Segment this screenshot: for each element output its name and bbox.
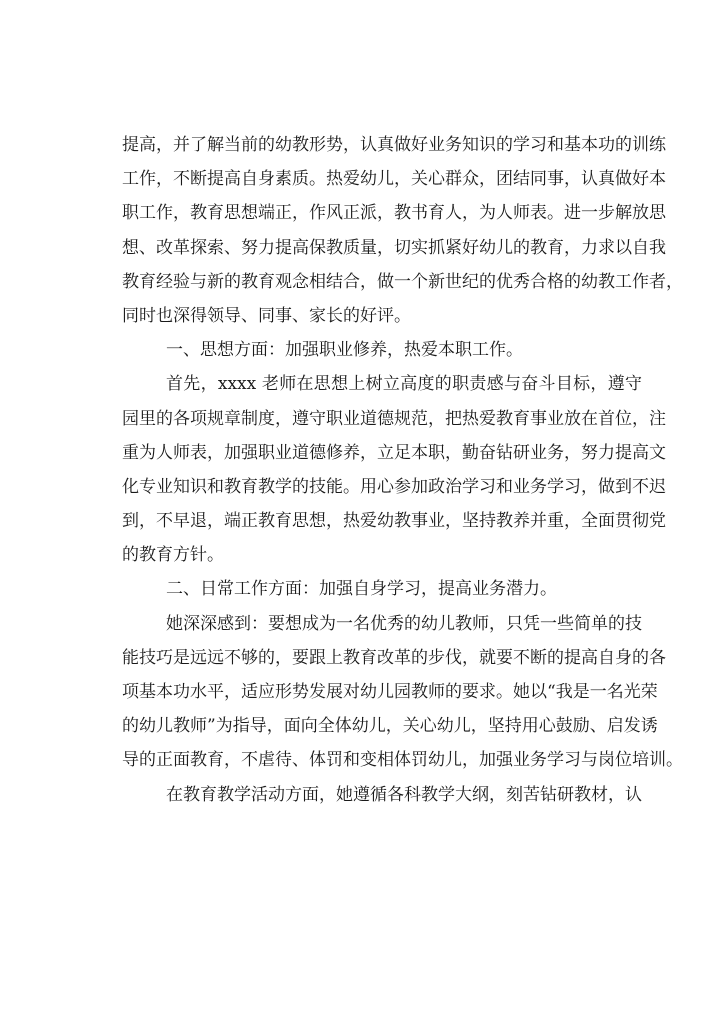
section-heading-1: 一、思想方面：加强职业修养，热爱本职工作。: [166, 340, 523, 361]
text-line: 职工作，教育思想端正，作风正派，教书育人，为人师表。进一步解放思: [122, 203, 666, 224]
text-line: 提高，并了解当前的幼教形势，认真做好业务知识的学习和基本功的训练: [122, 135, 666, 155]
text-line: 同时也深得领导、同事、家长的好评。: [122, 305, 411, 326]
text-line: 项基本功水平，适应形势发展对幼儿园教师的要求。她以“我是一名光荣: [122, 682, 658, 702]
text-line: 化专业知识和教育教学的技能。用心参加政治学习和业务学习，做到不迟: [122, 476, 666, 497]
section-heading-2: 二、日常工作方面：加强自身学习，提高业务潜力。: [166, 579, 557, 600]
text-line: 重为人师表，加强职业道德修养，立足本职，勤奋钻研业务，努力提高文: [122, 442, 666, 463]
text-line: 的幼儿教师”为指导，面向全体幼儿，关心幼儿，坚持用心鼓励、启发诱: [122, 716, 658, 737]
text-line: 到，不早退，端正教育思想，热爱幼教事业，坚持教养并重，全面贯彻党: [122, 511, 666, 532]
text-line: 工作，不断提高自身素质。热爱幼儿，关心群众，团结同事，认真做好本: [122, 169, 666, 190]
text-line: 导的正面教育，不虐待、体罚和变相体罚幼儿，加强业务学习与岗位培训。: [122, 750, 683, 771]
text-line: 她深深感到：要想成为一名优秀的幼儿教师，只凭一些简单的技: [166, 613, 642, 634]
text-line: 园里的各项规章制度，遵守职业道德规范，把热爱教育事业放在首位，注: [122, 408, 666, 429]
text-line: 的教育方针。: [122, 545, 224, 566]
text-line: 教育经验与新的教育观念相结合，做一个新世纪的优秀合格的幼教工作者，: [122, 271, 683, 292]
text-line: 想、改革探索、努力提高保教质量，切实抓紧好幼儿的教育，力求以自我: [122, 237, 666, 258]
text-line: 首先，xxxx 老师在思想上树立高度的职责感与奋斗目标，遵守: [166, 374, 642, 395]
text-line: 能技巧是远远不够的，要跟上教育改革的步伐，就要不断的提高自身的各: [122, 647, 666, 668]
text-line: 在教育教学活动方面，她遵循各科教学大纲，刻苦钻研教材，认: [166, 784, 642, 805]
body-text: [122, 128, 683, 812]
